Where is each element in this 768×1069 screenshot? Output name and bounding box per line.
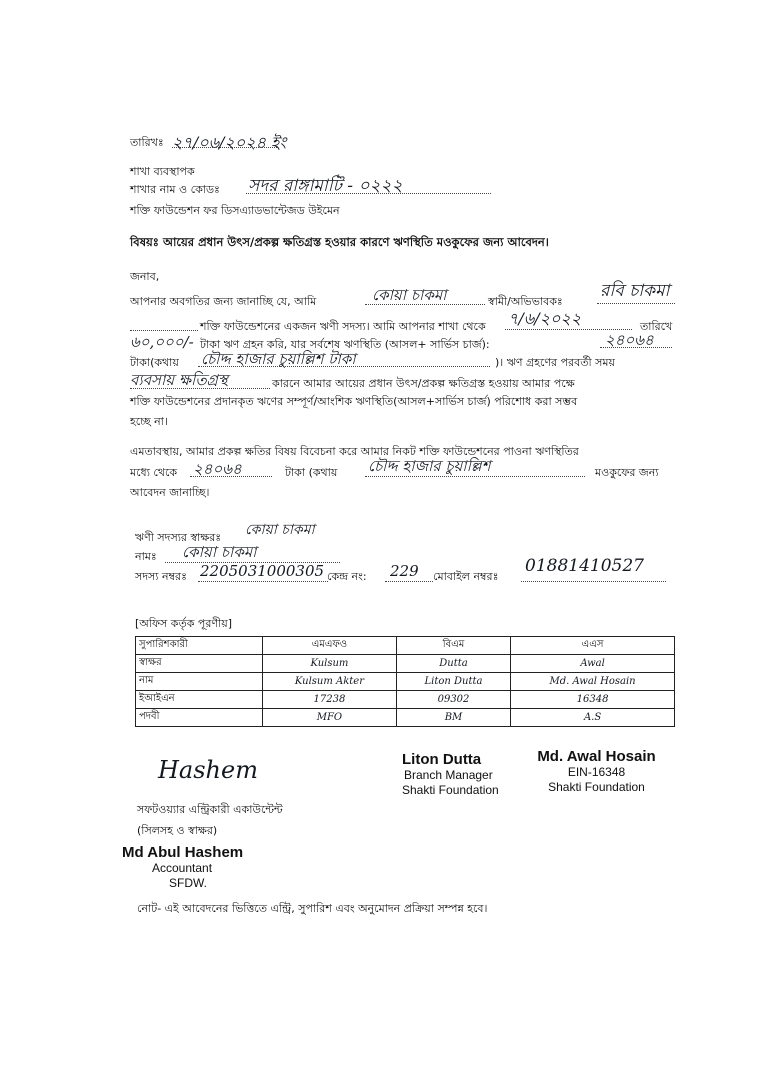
- row-label: ইআইএন: [136, 691, 263, 709]
- loan-amount-handwritten: ৬০,০০০/-: [130, 333, 194, 351]
- p1-line5-a: কারনে আমার আয়ের প্রধান উৎস/প্রকল্প ক্ষতিগ্রস্ত হওয়ায় আমার পক্ষে: [272, 377, 575, 390]
- office-row-designation: [136, 709, 675, 727]
- as-designation: A.S: [511, 709, 675, 727]
- bm-signature: Dutta: [396, 655, 510, 673]
- p1-line1-a: আপনার অবগতির জন্য জানাচ্ছি যে, আমি: [130, 295, 317, 308]
- bm-stamp-title: Branch Manager: [404, 768, 493, 782]
- bm-stamp-org: Shakti Foundation: [402, 783, 499, 797]
- p2-line1: এমতাবস্থায়, আমার প্রকল্প ক্ষতির বিষয় বিবেচনা করে আমার নিকট শক্তি ফাউন্ডেশনের পাওনা ঋণস্থিতির: [130, 445, 579, 458]
- p1-line4-b: )। ঋণ গ্রহণের পরবর্তী সময়: [495, 356, 615, 369]
- mobile-underline: [521, 581, 666, 582]
- header-as: এএস: [511, 637, 675, 655]
- header-recommender: সুপারিশকারী: [136, 637, 263, 655]
- mfo-ein: 17238: [263, 691, 397, 709]
- date-value: ২৭/০৬/২০২৪ ইং: [172, 133, 287, 152]
- waiver-words-handwritten: চৌদ্দ হাজার চুয়াল্লিশ: [368, 457, 491, 475]
- bm-name: Liton Dutta: [396, 673, 510, 691]
- balance-words-handwritten: চৌদ্দ হাজার চুয়াল্লিশ টাকা: [201, 350, 356, 368]
- software-accountant-label: সফটওয়্যার এন্ট্রিকারী একাউন্টেন্ট: [137, 803, 283, 816]
- seal-sign-label: (সিলসহ ও স্বাক্ষর): [137, 824, 218, 837]
- member-name-value: কোয়া চাকমা: [182, 543, 257, 561]
- row-label: নাম: [136, 673, 263, 691]
- footer-note: নোট- এই আবেদনের ভিত্তিতে এন্ট্রি, সুপারিশ এবং অনুমোদন প্রক্রিয়া সম্পন্ন হবে।: [137, 902, 488, 915]
- p1-line2-b: তারিখে: [640, 320, 673, 333]
- accountant-signature: Hashem: [158, 756, 258, 784]
- org-name: শক্তি ফাউন্ডেশন ফর ডিসএ্যাডভান্টেজড উইমেন: [130, 204, 340, 217]
- office-row-ein: [136, 691, 675, 709]
- member-name-handwritten: কোয়া চাকমা: [372, 286, 447, 304]
- p1-line6: শক্তি ফাউন্ডেশনের প্রদানকৃত ঋণের সম্পূর্ণ/আংশিক ঋণস্থিতি(আসল+সার্ভিস চার্জ) পরিশোধ করা সম্ভব: [130, 395, 578, 408]
- p2-words-underline: [365, 476, 585, 477]
- guardian-name-handwritten: রবি চাকমা: [600, 281, 670, 301]
- row-label: পদবী: [136, 709, 263, 727]
- as-name: Md. Awal Hosain: [511, 673, 675, 691]
- branch-value: সদর রাঙ্গামাটি - ০২২২: [248, 176, 403, 196]
- header-bm: বিএম: [396, 637, 510, 655]
- p1-line4-a: টাকা(কথায়: [130, 356, 179, 369]
- p2-amount-underline: [190, 476, 272, 477]
- member-no-label: সদস্য নম্বরঃ: [135, 570, 187, 583]
- date-label: তারিখঃ: [130, 136, 164, 149]
- branch-underline: [246, 193, 491, 194]
- member-signature: কোয়া চাকমা: [245, 522, 315, 538]
- as-ein: 16348: [511, 691, 675, 709]
- salutation: জনাব,: [130, 270, 160, 283]
- member-no-underline: [198, 581, 328, 582]
- as-stamp-org: Shakti Foundation: [548, 780, 645, 794]
- bm-stamp-name: Liton Dutta: [402, 751, 482, 768]
- as-signature: Awal: [511, 655, 675, 673]
- bm-ein: 09302: [396, 691, 510, 709]
- loss-reason-handwritten: ব্যবসায় ক্ষতিগ্রস্থ: [130, 371, 228, 389]
- as-stamp-name: Md. Awal Hosain: [537, 748, 656, 765]
- office-label: [অফিস কর্তৃক পূরণীয়]: [135, 617, 232, 630]
- member-name-label: নামঃ: [135, 550, 157, 563]
- p1-line3-a: টাকা ঋণ গ্রহন করি, যার সর্বশেষ ঋণস্থিতি (আসল+ সার্ভিস চার্জ):: [200, 338, 490, 351]
- mobile-label: মোবাইল নম্বরঃ: [433, 570, 499, 583]
- accountant-stamp-org: SFDW.: [169, 876, 207, 890]
- accountant-stamp-name: Md Abul Hashem: [122, 844, 244, 861]
- accountant-stamp-title: Accountant: [152, 861, 213, 875]
- mobile-value: 01881410527: [525, 556, 644, 576]
- as-stamp-ein: EIN-16348: [567, 765, 626, 779]
- header-mfo: এমএফও: [263, 637, 397, 655]
- center-value: 229: [390, 562, 419, 580]
- loan-date-handwritten: ৭/৬/২০২২: [508, 309, 582, 328]
- p1-balance-underline: [600, 347, 672, 348]
- center-underline: [385, 581, 433, 582]
- p2-line2-c: মওকুফের জন্য: [595, 466, 659, 479]
- date-underline: [172, 147, 277, 148]
- branch-manager-text: শাখা ব্যবস্থাপক: [130, 165, 195, 178]
- subject-line: বিষয়ঃ আয়ের প্রধান উৎস/প্রকল্প ক্ষতিগ্রস্ত হওয়ার কারণে ঋণস্থিতি মওকুফের জন্য আবেদন।: [130, 235, 549, 249]
- p1-guardian-underline: [597, 303, 675, 304]
- office-row-name: [136, 673, 675, 691]
- row-label: স্বাক্ষর: [136, 655, 263, 673]
- mfo-designation: MFO: [263, 709, 397, 727]
- p1-reason-underline: [130, 388, 270, 389]
- mfo-name: Kulsum Akter: [263, 673, 397, 691]
- loan-balance-handwritten: ২৪০৬৪: [605, 331, 654, 349]
- p1-line7: হচ্ছে না।: [130, 415, 168, 428]
- p1-line2-a: শক্তি ফাউন্ডেশনের একজন ঋণী সদস্য। আমি আপনার শাখা থেকে: [200, 320, 486, 333]
- p1-name-underline: [365, 304, 485, 305]
- office-header-row: [136, 637, 675, 655]
- as-stamp: [524, 748, 669, 795]
- p1-words-underline: [198, 366, 490, 367]
- office-table: [135, 636, 675, 727]
- office-row-signature: [136, 655, 675, 673]
- center-label: কেন্দ্র নং:: [327, 570, 367, 583]
- waiver-amount-handwritten: ২৪০৬৪: [193, 460, 242, 478]
- branch-label: শাখার নাম ও কোডঃ: [130, 183, 220, 196]
- accountant-stamp: [122, 844, 243, 891]
- mfo-signature: Kulsum: [263, 655, 397, 673]
- bm-stamp: [402, 751, 499, 798]
- member-no-value: 2205031000305: [200, 562, 325, 580]
- p2-line3: আবেদন জানাচ্ছি।: [130, 486, 210, 499]
- p1-line1-b: স্বামী/অভিভাবকঃ: [488, 295, 563, 308]
- bm-designation: BM: [396, 709, 510, 727]
- member-sig-label: ঋণী সদস্যর স্বাক্ষরঃ: [135, 531, 222, 544]
- p2-line2-b: টাকা (কথায়: [285, 466, 338, 479]
- p2-line2-a: মধ্যে থেকে: [130, 466, 178, 479]
